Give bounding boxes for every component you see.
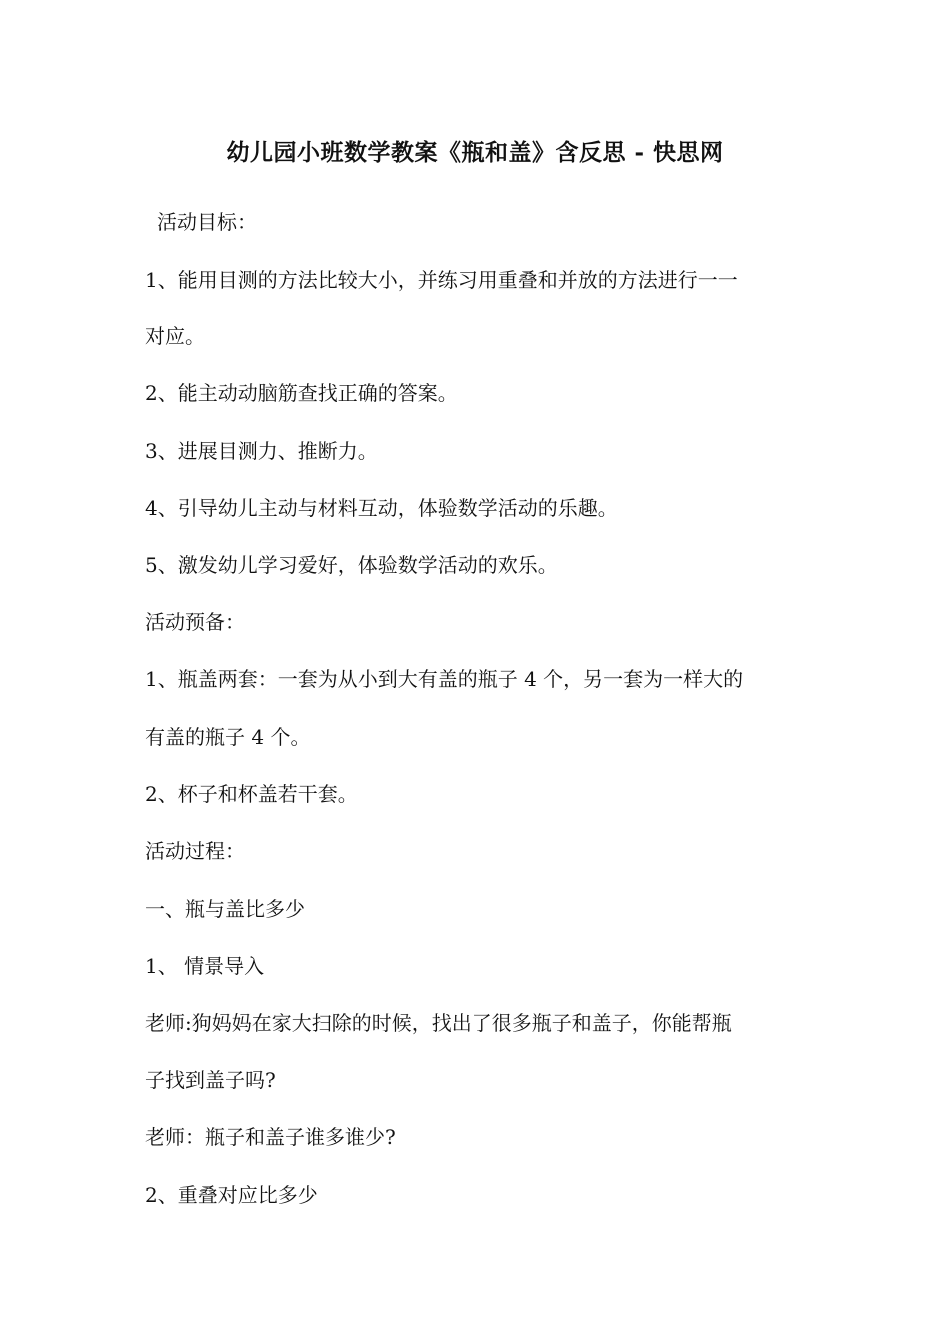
paragraph-line: 1、 情景导入 bbox=[145, 954, 265, 978]
section-heading-goals: 活动目标： bbox=[157, 210, 257, 234]
paragraph-line: 有盖的瓶子 4 个。 bbox=[145, 725, 311, 749]
paragraph-line: 3、进展目测力、推断力。 bbox=[145, 439, 378, 463]
paragraph-line: 1、瓶盖两套：一套为从小到大有盖的瓶子 4 个，另一套为一样大的 bbox=[145, 667, 744, 691]
paragraph-line: 老师：瓶子和盖子谁多谁少? bbox=[145, 1125, 396, 1149]
paragraph-line: 1、能用目测的方法比较大小，并练习用重叠和并放的方法进行一一 bbox=[145, 268, 738, 292]
section-heading-process: 活动过程： bbox=[145, 839, 245, 863]
paragraph-line: 2、能主动动脑筋查找正确的答案。 bbox=[145, 381, 458, 405]
paragraph-line: 2、重叠对应比多少 bbox=[145, 1183, 318, 1207]
paragraph-line: 老师:狗妈妈在家大扫除的时候，找出了很多瓶子和盖子，你能帮瓶 bbox=[145, 1011, 732, 1035]
paragraph-line: 对应。 bbox=[145, 324, 205, 348]
document-title: 幼儿园小班数学教案《瓶和盖》含反思 - 快思网 bbox=[226, 139, 724, 166]
section-heading-preparation: 活动预备： bbox=[145, 610, 245, 634]
paragraph-line: 2、杯子和杯盖若干套。 bbox=[145, 782, 358, 806]
paragraph-line: 子找到盖子吗? bbox=[145, 1068, 276, 1092]
paragraph-line: 4、引导幼儿主动与材料互动，体验数学活动的乐趣。 bbox=[145, 496, 618, 520]
paragraph-line: 5、激发幼儿学习爱好，体验数学活动的欢乐。 bbox=[145, 553, 558, 577]
paragraph-line: 一、瓶与盖比多少 bbox=[145, 897, 305, 921]
